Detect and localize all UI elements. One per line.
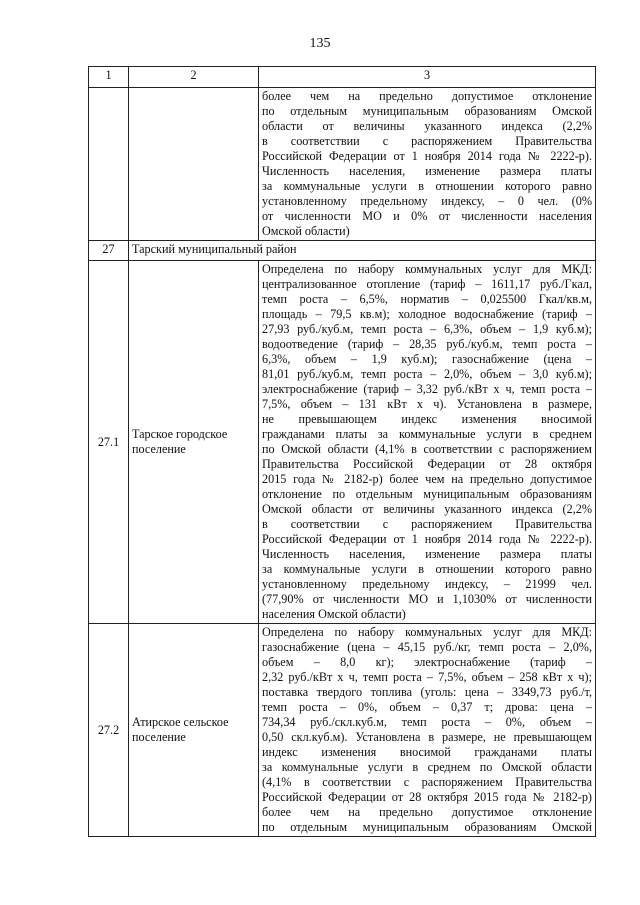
row-description [259, 88, 596, 241]
text-line: гражданами платы за коммунальные услуги в среднем [262, 427, 592, 441]
description-lines [262, 625, 592, 835]
row-number-empty [89, 88, 129, 241]
section-number: 27 [89, 241, 129, 261]
text-line: за коммунальные услуги в отношении которого равно [262, 179, 592, 193]
text-line: Правительства Российской Федерации от 28 октября [262, 457, 592, 471]
text-line: 6,3%, объем – 1,9 куб.м); газоснабжение (цена – [262, 352, 592, 366]
description-lines [262, 89, 592, 239]
text-line: населения Омской области) [262, 607, 406, 621]
text-line: в соответствии с распоряжением Правительства [262, 517, 592, 531]
text-line: по отдельным муниципальным образованиям Омской [262, 820, 592, 834]
text-line: Российской Федерации от 28 октября 2015 года № 2182-р) [262, 790, 592, 804]
text-line: (77,90% от численности МО и 1,1030% от численности [262, 592, 592, 606]
row-description [259, 624, 596, 837]
tariff-table [88, 66, 596, 837]
text-line: водоотведение (тариф – 28,35 руб./куб.м, темп роста – [262, 337, 592, 351]
text-line: объем – 8,0 кг); электроснабжение (тариф – [262, 655, 592, 669]
text-line: не превышающем индекс изменения вносимой [262, 412, 592, 426]
text-line: за коммунальные услуги в среднем по Омской области [262, 760, 592, 774]
row-name: Атирское сельское поселение [129, 624, 259, 837]
section-title: Тарский муниципальный район [129, 241, 596, 261]
text-line: более чем на предельно допустимое отклонение [262, 805, 592, 819]
text-line: по отдельным муниципальным образованиям Омской [262, 104, 592, 118]
row-name: Тарское городское поселение [129, 261, 259, 624]
text-line: газоснабжение (цена – 45,15 руб./кг, темп роста – 2,0%, [262, 640, 592, 654]
text-line: Омской области) [262, 224, 350, 238]
text-line: 7,5%, объем – 131 кВт х ч). Установлена в размере, [262, 397, 592, 411]
text-line: 734,34 руб./скл.куб.м, темп роста – 0%, объем – [262, 715, 592, 729]
text-line: области от величины указанного индекса (2,2% [262, 119, 592, 133]
text-line: от численности МО и 0% от численности населения [262, 209, 592, 223]
text-line: Определена по набору коммунальных услуг для МКД: [262, 262, 592, 276]
row-number: 27.1 [89, 261, 129, 624]
text-line: установленному предельному индексу, – 0 чел. (0% [262, 194, 592, 208]
text-line: 2,32 руб./кВт х ч, темп роста – 7,5%, объем – 258 кВт х ч); [262, 670, 592, 684]
text-line: площадь – 79,5 кв.м); холодное водоснабжение (тариф – [262, 307, 592, 321]
description-lines [262, 262, 592, 622]
text-line: темп роста – 0%, объем – 0,37 т; дрова: цена – [262, 700, 592, 714]
text-line: в соответствии с распоряжением Правительства [262, 134, 592, 148]
text-line: централизованное отопление (тариф – 1611,17 руб./Гкал, [262, 277, 592, 291]
text-line: по Омской области (4,1% в соответствии с распоряжением [262, 442, 592, 456]
text-line: Численность населения, изменение размера платы [262, 164, 592, 178]
text-line: Российской Федерации от 1 ноября 2014 года № 2222-р). [262, 532, 592, 546]
text-line: Российской Федерации от 1 ноября 2014 года № 2222-р). [262, 149, 592, 163]
text-line: 2015 года № 2182-р) более чем на предельно допустимое [262, 472, 592, 486]
text-line: темп роста – 6,5%, норматив – 0,025500 Гкал/кв.м, [262, 292, 592, 306]
text-line: электроснабжение (тариф – 3,32 руб./кВт х ч, темп роста – [262, 382, 592, 396]
text-line: 27,93 руб./куб.м, темп роста – 6,3%, объем – 1,9 куб.м); [262, 322, 592, 336]
row-number: 27.2 [89, 624, 129, 837]
header-col-2: 2 [129, 67, 259, 88]
table-row-27-2 [89, 624, 596, 837]
text-line: установленному предельному индексу, – 21999 чел. [262, 577, 592, 591]
text-line: более чем на предельно допустимое отклонение [262, 89, 592, 103]
text-line: Численность населения, изменение размера платы [262, 547, 592, 561]
header-col-3: 3 [259, 67, 596, 88]
header-col-1: 1 [89, 67, 129, 88]
row-description [259, 261, 596, 624]
text-line: за коммунальные услуги в отношении которого равно [262, 562, 592, 576]
text-line: Омской области от величины указанного индекса (2,2% [262, 502, 592, 516]
page-number: 135 [309, 36, 331, 51]
text-line: 0,50 скл.куб.м). Установлена в размере, не превышающем [262, 730, 592, 744]
text-line: Определена по набору коммунальных услуг для МКД: [262, 625, 592, 639]
text-line: 81,01 руб./куб.м, темп роста – 2,0%, объем – 3,0 куб.м); [262, 367, 592, 381]
text-line: отклонение по отдельным муниципальным образованиям [262, 487, 592, 501]
text-line: (4,1% в соответствии с распоряжением Правительства [262, 775, 592, 789]
text-line: поставка твердого топлива (уголь: цена – 3349,73 руб./т, [262, 685, 592, 699]
table-row-27-1 [89, 261, 596, 624]
row-name-empty [129, 88, 259, 241]
text-line: индекс изменения вносимой гражданами платы [262, 745, 592, 759]
table-row-continuation [89, 88, 596, 241]
table-header-row [89, 67, 596, 88]
section-row [89, 241, 596, 261]
